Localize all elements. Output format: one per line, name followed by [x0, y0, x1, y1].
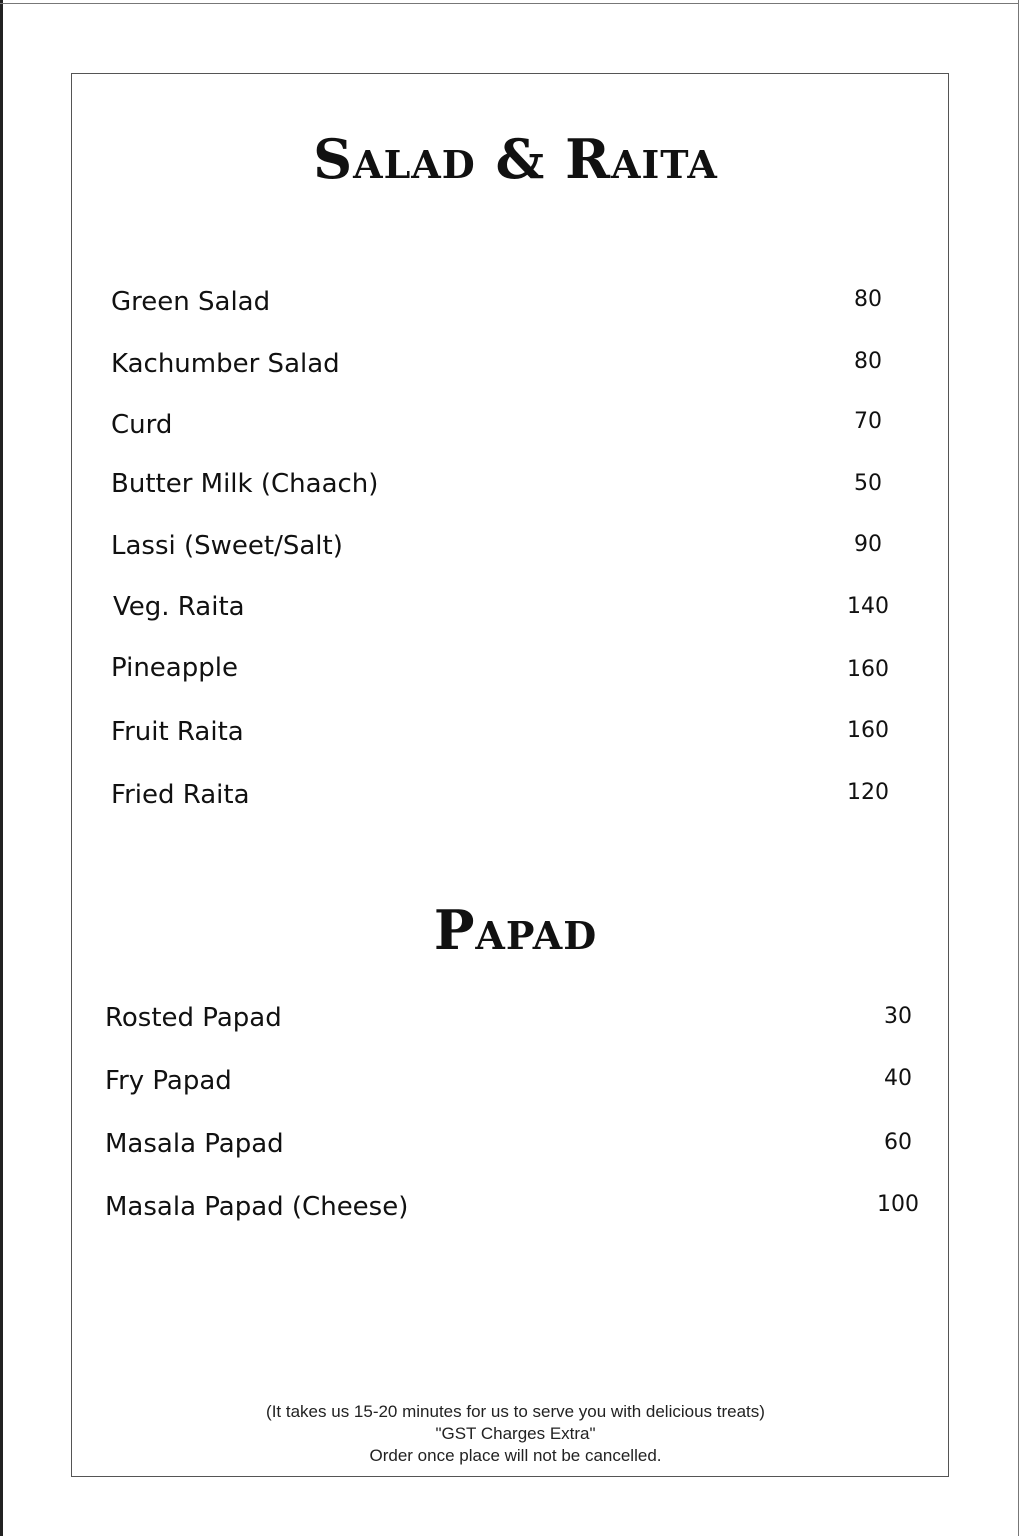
menu-item-name: Pineapple [111, 653, 238, 683]
menu-item-price: 70 [854, 409, 882, 434]
menu-item-name: Veg. Raita [113, 592, 245, 622]
menu-item-price: 80 [854, 287, 882, 312]
menu-item-name: Lassi (Sweet/Salt) [111, 531, 343, 561]
menu-item-name: Fried Raita [111, 780, 250, 810]
menu-item-name: Fry Papad [105, 1066, 232, 1096]
section-title-salad-raita: Salad & Raita [313, 127, 718, 191]
menu-item-price: 120 [847, 780, 889, 805]
menu-item-price: 50 [854, 471, 882, 496]
footer-note-serving-time: (It takes us 15-20 minutes for us to serve you with delicious treats) [266, 1402, 765, 1421]
menu-item-price: 60 [884, 1130, 912, 1155]
menu-item-price: 140 [847, 594, 889, 619]
menu-frame [71, 73, 949, 1477]
menu-item-price: 100 [877, 1192, 919, 1217]
menu-item-price: 160 [847, 657, 889, 682]
menu-item-name: Butter Milk (Chaach) [111, 469, 379, 499]
menu-item-name: Green Salad [111, 287, 271, 317]
menu-item-price: 160 [847, 718, 889, 743]
menu-item-name: Rosted Papad [105, 1003, 282, 1033]
menu-item-name: Masala Papad [105, 1129, 284, 1159]
menu-item-name: Kachumber Salad [111, 349, 340, 379]
page-edge-right [1018, 0, 1019, 1536]
menu-item-name: Fruit Raita [111, 717, 244, 747]
page-edge-top [0, 3, 1019, 4]
menu-item-price: 30 [884, 1004, 912, 1029]
menu-item-price: 80 [854, 349, 882, 374]
menu-item-name: Curd [111, 410, 173, 440]
section-title-papad: Papad [433, 898, 598, 962]
menu-item-price: 90 [854, 532, 882, 557]
page-edge-left [0, 0, 3, 1536]
menu-item-price: 40 [884, 1066, 912, 1091]
footer-note-gst: "GST Charges Extra" [435, 1424, 596, 1443]
footer-note-cancellation: Order once place will not be cancelled. [369, 1446, 662, 1465]
menu-item-name: Masala Papad (Cheese) [105, 1192, 409, 1222]
